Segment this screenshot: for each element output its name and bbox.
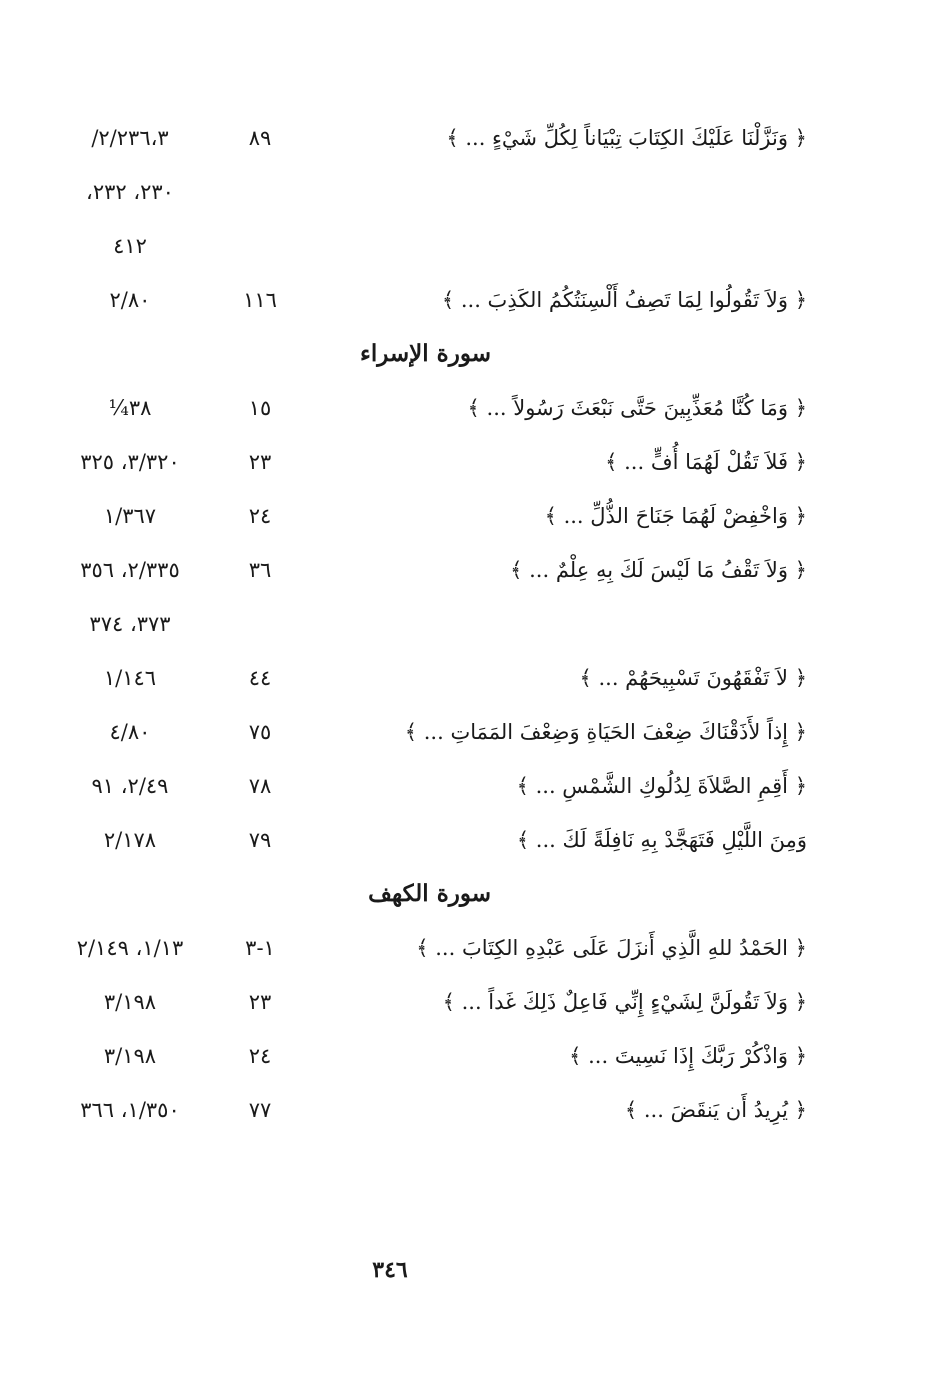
verse-text: وَمِنَ اللَّيْلِ فَتَهَجَّدْ بِهِ نَافِلَةً لَكَ ... ﴾ — [516, 828, 807, 852]
verse-text: ﴿ وَلاَ تَقُولَنَّ لِشَيْءٍ إِنِّي فَاعِلٌ ذَلِكَ غَداً ... ﴾ — [442, 990, 807, 1014]
surah-heading: سورة الكهف — [368, 880, 491, 907]
index-row — [0, 982, 949, 1022]
verse-number: ٢٣ — [248, 450, 272, 474]
verse-text: ﴿ وَاذْكُرْ رَبَّكَ إِذَا نَسِيتَ ... ﴾ — [569, 1044, 807, 1068]
index-row — [0, 550, 949, 590]
verse-number: ٢٤ — [248, 504, 272, 528]
verse-text: ﴿ وَاخْفِضْ لَهُمَا جَنَاحَ الذُّلِّ ... ﴾ — [544, 504, 807, 528]
index-row — [0, 118, 949, 158]
page-references: ١/٣٦٧ — [103, 504, 157, 528]
page-references: ٢/١٧٨ — [103, 828, 157, 852]
verse-number: ٢٣ — [248, 990, 272, 1014]
verse-text: ﴿ وَلاَ تَقُولُوا لِمَا تَصِفُ أَلْسِنَتُكُمُ الكَذِبَ ... ﴾ — [441, 288, 807, 312]
index-row — [0, 712, 949, 752]
verse-number: ٧٥ — [248, 720, 272, 744]
page-references: ٢/٨٠ — [109, 288, 151, 312]
verse-number: ٨٩ — [248, 126, 272, 150]
index-row — [0, 226, 949, 266]
index-row — [0, 1090, 949, 1130]
page-references: ٣/١٩٨ — [103, 1044, 157, 1068]
index-row — [0, 766, 949, 806]
index-row — [0, 928, 949, 968]
page-references: ٢/٣٣٥، ٣٥٦ — [80, 558, 180, 582]
verse-number: ٢٤ — [248, 1044, 272, 1068]
verse-text: ﴿ لاَ تَفْقَهُونَ تَسْبِيحَهُمْ ... ﴾ — [579, 666, 807, 690]
page-references: ١/١٣، ٢/١٤٩ — [76, 936, 184, 960]
verse-number: ٣٦ — [248, 558, 272, 582]
index-row — [0, 172, 949, 212]
verse-text: ﴿ أَقِمِ الصَّلاَةَ لِدُلُوكِ الشَّمْسِ ... ﴾ — [516, 774, 807, 798]
index-row — [0, 820, 949, 860]
index-row — [0, 388, 949, 428]
verse-text: ﴿ إِذاً لأَذَقْنَاكَ ضِعْفَ الحَيَاةِ وَضِعْفَ المَمَاتِ ... ﴾ — [404, 720, 807, 744]
index-row — [0, 658, 949, 698]
page-references: ١/٣٥٠، ٣٦٦ — [80, 1098, 180, 1122]
page-references: ١/١٤٦ — [103, 666, 157, 690]
verse-text: ﴿ يُرِيدُ أَن يَنقَضَ ... ﴾ — [624, 1098, 807, 1122]
verse-number: ٤٤ — [248, 666, 272, 690]
page-references: ٣٧٣، ٣٧٤ — [89, 612, 171, 636]
index-row — [0, 442, 949, 482]
page-references: ٣٨¼ — [108, 396, 152, 420]
verse-number: ١٥ — [248, 396, 272, 420]
page-number: ٣٤٦ — [372, 1257, 408, 1283]
verse-text: ﴿ فَلاَ تَقُلْ لَهُمَا أُفٍّ ... ﴾ — [605, 450, 807, 474]
verse-number: ١-٣ — [245, 936, 275, 960]
page-references: ٢/٢٣٦،٣/ — [91, 126, 169, 150]
page-references: ٢٣٠، ٢٣٢، — [86, 180, 174, 204]
verse-number: ٧٨ — [248, 774, 272, 798]
verse-number: ٧٧ — [248, 1098, 272, 1122]
surah-heading: سورة الإسراء — [360, 340, 491, 367]
page-references: ٢/٤٩، ٩١ — [91, 774, 169, 798]
index-row — [0, 496, 949, 536]
verse-number: ١١٦ — [243, 288, 277, 312]
index-row — [0, 604, 949, 644]
verse-text: ﴿ الحَمْدُ للهِ الَّذِي أَنزَلَ عَلَى عَبْدِهِ الكِتَابَ ... ﴾ — [416, 936, 807, 960]
verse-number: ٧٩ — [248, 828, 272, 852]
index-row — [0, 280, 949, 320]
page-references: ٤١٢ — [113, 234, 147, 258]
page-references: ٣/٣٢٠، ٣٢٥ — [80, 450, 180, 474]
page-references: ٣/١٩٨ — [103, 990, 157, 1014]
verse-text: ﴿ وَنَزَّلْنَا عَلَيْكَ الكِتَابَ تِبْيَاناً لِكُلِّ شَيْءٍ ... ﴾ — [446, 126, 807, 150]
index-row — [0, 1036, 949, 1076]
verse-text: ﴿ وَلاَ تَقْفُ مَا لَيْسَ لَكَ بِهِ عِلْمٌ ... ﴾ — [510, 558, 807, 582]
page-references: ٤/٨٠ — [109, 720, 151, 744]
verse-text: ﴿ وَمَا كُنَّا مُعَذِّبِينَ حَتَّى نَبْعَثَ رَسُولاً ... ﴾ — [467, 396, 807, 420]
